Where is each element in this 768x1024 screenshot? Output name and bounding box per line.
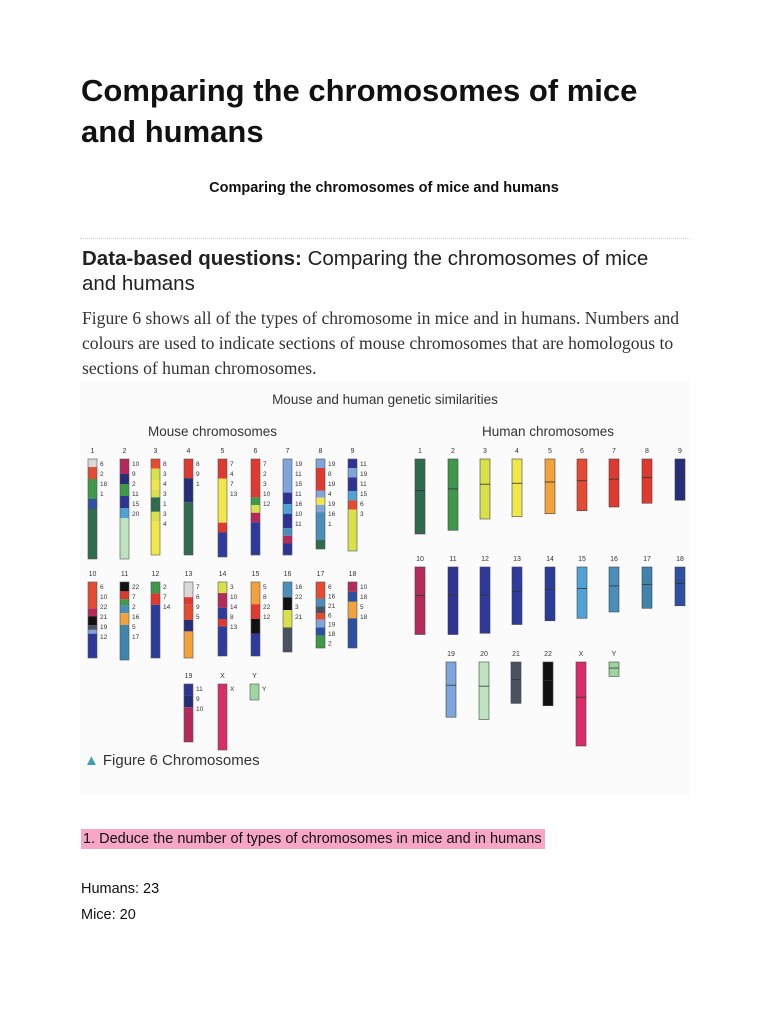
human-chrom-12-number: 12 xyxy=(481,556,489,563)
human-chrom-3-number: 3 xyxy=(483,448,487,455)
mouse-chrom-13-label: 9 xyxy=(196,604,200,611)
mouse-chrom-6-label: 3 xyxy=(263,481,267,488)
mouse-chrom-X-label: X xyxy=(230,686,235,693)
mouse-chrom-5-label: 7 xyxy=(230,481,234,488)
human-chrom-20 xyxy=(479,662,489,720)
mouse-chrom-11-label: 7 xyxy=(132,594,136,601)
mouse-chrom-Y-label: Y xyxy=(262,686,267,693)
human-chrom-17-number: 17 xyxy=(643,556,651,563)
mouse-chrom-11-label: 22 xyxy=(132,584,140,591)
mouse-chrom-1-segment xyxy=(88,459,97,467)
mouse-chrom-9-segment xyxy=(348,459,357,468)
mouse-chrom-11-label: 5 xyxy=(132,624,136,631)
human-chrom-18-number: 18 xyxy=(676,556,684,563)
mouse-chrom-5-segment xyxy=(218,523,227,533)
mouse-chrom-16-segment xyxy=(283,597,292,610)
mouse-chrom-10-label: 21 xyxy=(100,614,108,621)
mouse-chrom-15-segment xyxy=(251,582,260,604)
mouse-chrom-19-segment xyxy=(184,684,193,696)
mouse-chrom-12-label: 7 xyxy=(163,594,167,601)
mouse-chrom-17-segment xyxy=(316,613,325,620)
mouse-chrom-18-segment xyxy=(348,582,357,592)
mouse-chrom-1-label: 18 xyxy=(100,481,108,488)
mouse-chrom-10-label: 10 xyxy=(100,594,108,601)
triangle-icon: ▲ xyxy=(84,752,99,769)
human-chrom-3 xyxy=(480,459,490,519)
mouse-chrom-3-label: 4 xyxy=(163,521,167,528)
mouse-chromosomes-label: Mouse chromosomes xyxy=(148,424,278,439)
mouse-chrom-7-label: 11 xyxy=(295,471,302,478)
mouse-chrom-16-segment xyxy=(283,610,292,628)
mouse-chrom-18-segment xyxy=(348,618,357,648)
mouse-chrom-6-segment xyxy=(251,505,260,513)
mouse-chrom-15-label: 5 xyxy=(263,584,267,591)
mouse-chrom-12-segment xyxy=(151,605,160,658)
mouse-chrom-5-number: 5 xyxy=(220,448,225,455)
human-chrom-7 xyxy=(609,459,619,507)
mouse-chrom-6-number: 6 xyxy=(253,448,258,455)
mouse-chrom-13-segment xyxy=(184,582,193,597)
human-chrom-10 xyxy=(415,567,425,635)
human-chrom-6 xyxy=(577,459,587,511)
mouse-chrom-19-label: 11 xyxy=(196,686,203,693)
mouse-chrom-17-label: 6 xyxy=(328,584,332,591)
mouse-chrom-10-segment xyxy=(88,630,97,634)
mouse-chrom-17-label: 19 xyxy=(328,621,336,629)
human-chrom-9 xyxy=(675,459,685,500)
mouse-chrom-3-label: 3 xyxy=(163,511,167,518)
mouse-chrom-4-number: 4 xyxy=(186,448,191,455)
human-chrom-11-number: 11 xyxy=(449,556,457,563)
mouse-chrom-3-segment xyxy=(151,480,160,490)
mouse-chrom-17-label: 2 xyxy=(328,640,332,648)
mouse-chrom-12-number: 12 xyxy=(151,571,160,578)
mouse-chrom-15-number: 15 xyxy=(251,571,260,578)
mouse-chrom-18-label: 18 xyxy=(360,594,368,601)
mouse-chrom-2-label: 20 xyxy=(132,511,140,518)
mouse-chrom-18-segment xyxy=(348,602,357,619)
chromosome-chart xyxy=(80,238,690,796)
mouse-chrom-13-label: 7 xyxy=(196,584,200,591)
mouse-chrom-4-segment xyxy=(184,502,193,555)
mouse-chrom-9-label: 19 xyxy=(360,471,368,478)
mouse-chrom-10-label: 19 xyxy=(100,624,108,631)
mouse-chrom-5-segment xyxy=(218,533,227,558)
mouse-chrom-9-segment xyxy=(348,491,357,500)
mouse-chrom-15-segment xyxy=(251,619,260,634)
human-chrom-2-number: 2 xyxy=(451,448,455,455)
human-chrom-13-number: 13 xyxy=(513,556,521,563)
human-chrom-14-number: 14 xyxy=(546,556,554,563)
mouse-chrom-4-label: 8 xyxy=(196,461,200,468)
mouse-chrom-8-segment xyxy=(316,468,325,491)
mouse-chrom-3-segment xyxy=(151,469,160,481)
mouse-chrom-2-segment xyxy=(120,459,129,474)
human-chrom-11 xyxy=(448,567,458,635)
mouse-chrom-8-label: 19 xyxy=(328,461,336,468)
figure-heading-rest: Comparing the chromosomes of mice and humans xyxy=(82,247,649,295)
mouse-chrom-19-label: 9 xyxy=(196,696,200,703)
mouse-chrom-12-segment xyxy=(151,582,160,593)
mouse-chrom-8-segment xyxy=(316,512,325,540)
mouse-chrom-15-label: 12 xyxy=(263,614,271,621)
human-chrom-14 xyxy=(545,567,555,621)
human-chrom-7-number: 7 xyxy=(612,448,616,455)
mouse-chrom-14-label: 3 xyxy=(230,584,234,591)
mouse-chrom-2-number: 2 xyxy=(122,448,127,455)
mouse-chrom-13-label: 5 xyxy=(196,614,200,621)
mouse-chrom-12-label: 14 xyxy=(163,604,171,611)
mouse-chrom-6-segment xyxy=(251,497,260,505)
mouse-chrom-7-segment xyxy=(283,504,292,514)
human-chrom-X-number: X xyxy=(578,651,584,658)
mouse-chrom-18-number: 18 xyxy=(348,571,357,578)
mouse-chrom-6-label: 7 xyxy=(263,461,267,468)
mouse-chrom-2-segment xyxy=(120,474,129,484)
mouse-chrom-1-number: 1 xyxy=(90,448,95,455)
human-chrom-19-number: 19 xyxy=(447,651,455,658)
mouse-chrom-8-label: 16 xyxy=(328,511,336,518)
mouse-chrom-18-label: 5 xyxy=(360,604,364,611)
human-chrom-15-number: 15 xyxy=(578,556,586,563)
mouse-chrom-11-number: 11 xyxy=(120,571,129,578)
mouse-chrom-1-label: 2 xyxy=(100,471,104,478)
mouse-chrom-13-segment xyxy=(184,597,193,605)
mouse-chrom-9-label: 6 xyxy=(360,501,364,508)
mouse-chrom-10-segment xyxy=(88,616,97,625)
mouse-chrom-7-label: 11 xyxy=(295,491,302,498)
mouse-chrom-10-number: 10 xyxy=(88,571,97,578)
mouse-chrom-11-segment xyxy=(120,582,129,591)
mouse-chrom-16-segment xyxy=(283,628,292,653)
mouse-chrom-17-segment xyxy=(316,620,325,628)
mouse-chrom-7-label: 16 xyxy=(295,501,303,508)
mouse-chrom-2-segment xyxy=(120,496,129,508)
mouse-chrom-9-label: 11 xyxy=(360,481,367,488)
human-chrom-1-number: 1 xyxy=(418,448,422,455)
mouse-chrom-6-segment xyxy=(251,459,260,497)
mouse-chrom-4-segment xyxy=(184,459,193,478)
mouse-chrom-8-label: 19 xyxy=(328,501,336,508)
mouse-chrom-6-segment xyxy=(251,522,260,555)
mouse-chrom-8-number: 8 xyxy=(318,448,323,455)
mouse-chrom-6-label: 2 xyxy=(263,471,267,478)
mouse-chrom-17-segment xyxy=(316,606,325,613)
mouse-chrom-1-segment xyxy=(88,509,97,559)
mouse-chrom-1-segment xyxy=(88,467,97,479)
mouse-chrom-7-label: 11 xyxy=(295,521,302,528)
mouse-chrom-7-segment xyxy=(283,536,292,544)
mouse-chrom-11-label: 2 xyxy=(132,604,136,611)
mouse-chrom-Y-segment xyxy=(250,684,259,700)
mouse-chrom-2-label: 9 xyxy=(132,471,136,478)
mouse-chrom-2-segment xyxy=(120,508,129,518)
mouse-chrom-3-label: 1 xyxy=(163,501,167,508)
human-chrom-22 xyxy=(543,662,553,706)
mouse-chrom-9-number: 9 xyxy=(350,448,355,455)
mouse-chrom-8-segment xyxy=(316,540,325,549)
mouse-chrom-3-label: 8 xyxy=(163,461,167,468)
mouse-chrom-8-segment xyxy=(316,491,325,498)
mouse-chrom-7-segment xyxy=(283,528,292,536)
mouse-chrom-2-label: 2 xyxy=(132,481,136,488)
chart-title: Mouse and human genetic similarities xyxy=(272,392,498,407)
page-subtitle: Comparing the chromosomes of mice and humans xyxy=(209,180,559,196)
mouse-chrom-Y-number: Y xyxy=(252,673,257,680)
mouse-chrom-8-label: 1 xyxy=(328,521,332,528)
human-chrom-X xyxy=(576,662,586,746)
human-chrom-10-number: 10 xyxy=(416,556,424,563)
mouse-chrom-3-label: 3 xyxy=(163,471,167,478)
mouse-chrom-12-segment xyxy=(151,593,160,604)
mouse-chrom-3-segment xyxy=(151,512,160,522)
mouse-chrom-3-segment xyxy=(151,459,160,469)
mouse-chrom-17-segment xyxy=(316,628,325,636)
human-chrom-9-number: 9 xyxy=(678,448,682,455)
mouse-chrom-15-label: 22 xyxy=(263,604,271,611)
mouse-chrom-5-segment xyxy=(218,459,227,479)
mouse-chrom-2-label: 10 xyxy=(132,461,140,468)
mouse-chrom-16-label: 21 xyxy=(295,614,303,621)
mouse-chrom-17-segment xyxy=(316,599,325,607)
mouse-chrom-1-label: 1 xyxy=(100,491,104,498)
mouse-chrom-7-segment xyxy=(283,459,292,493)
mouse-chrom-2-label: 11 xyxy=(132,491,139,498)
mouse-chrom-14-segment xyxy=(218,619,227,626)
mouse-chrom-1-segment xyxy=(88,479,97,499)
mouse-chrom-17-segment xyxy=(316,635,325,648)
mouse-chrom-8-segment xyxy=(316,459,325,468)
mouse-chrom-13-label: 6 xyxy=(196,594,200,601)
human-chrom-5 xyxy=(545,459,555,514)
human-chromosomes-label: Human chromosomes xyxy=(482,424,615,439)
mouse-chrom-13-segment xyxy=(184,605,193,620)
mouse-chrom-11-label: 17 xyxy=(132,634,140,641)
mouse-chrom-13-segment xyxy=(184,620,193,631)
mouse-chrom-2-segment xyxy=(120,518,129,559)
mouse-chrom-14-segment xyxy=(218,593,227,608)
mouse-chrom-8-label: 19 xyxy=(328,481,336,488)
mouse-chrom-17-number: 17 xyxy=(316,571,325,578)
answer-humans: Humans: 23 xyxy=(81,881,160,897)
mouse-chrom-13-segment xyxy=(184,631,193,658)
human-chrom-19 xyxy=(446,662,456,717)
answer-mice: Mice: 20 xyxy=(81,907,136,923)
mouse-chrom-9-label: 3 xyxy=(360,511,364,518)
mouse-chrom-15-label: 8 xyxy=(263,594,267,601)
question-highlight: 1. Deduce the number of types of chromosomes in mice and in humans xyxy=(81,829,545,849)
mouse-chrom-9-label: 15 xyxy=(360,491,368,498)
mouse-chrom-1-label: 6 xyxy=(100,461,104,468)
human-chrom-21 xyxy=(511,662,521,703)
mouse-chrom-6-label: 10 xyxy=(263,491,271,498)
mouse-chrom-15-segment xyxy=(251,634,260,656)
mouse-chrom-10-label: 22 xyxy=(100,604,108,611)
mouse-chrom-19-segment xyxy=(184,707,193,742)
human-chrom-1 xyxy=(415,459,425,534)
human-chrom-12 xyxy=(480,567,490,633)
human-chrom-8-number: 8 xyxy=(645,448,649,455)
human-chrom-Y-number: Y xyxy=(611,651,617,658)
mouse-chrom-8-label: 4 xyxy=(328,491,332,498)
figure-caption xyxy=(84,752,260,769)
mouse-chrom-14-number: 14 xyxy=(218,571,227,578)
mouse-chrom-14-segment xyxy=(218,626,227,656)
mouse-chrom-7-segment xyxy=(283,514,292,528)
mouse-chrom-10-label: 6 xyxy=(100,584,104,591)
human-chrom-20-number: 20 xyxy=(480,651,488,658)
mouse-chrom-5-label: 7 xyxy=(230,461,234,468)
figure-caption-text: Figure 6 Chromosomes xyxy=(102,752,260,769)
mouse-chrom-17-label: 18 xyxy=(328,631,336,639)
mouse-chrom-18-label: 10 xyxy=(360,584,368,591)
mouse-chrom-3-segment xyxy=(151,497,160,511)
mouse-chrom-2-segment xyxy=(120,484,129,496)
mouse-chrom-11-segment xyxy=(120,591,129,599)
mouse-chrom-10-label: 12 xyxy=(100,634,108,641)
mouse-chrom-14-label: 8 xyxy=(230,614,234,621)
mouse-chrom-4-segment xyxy=(184,478,193,502)
mouse-chrom-11-segment xyxy=(120,605,129,613)
human-chrom-16 xyxy=(609,567,619,612)
mouse-chrom-18-label: 18 xyxy=(360,614,368,621)
mouse-chrom-14-label: 14 xyxy=(230,604,238,611)
mouse-chrom-9-segment xyxy=(348,510,357,551)
mouse-chrom-9-segment xyxy=(348,468,357,477)
mouse-chrom-12-label: 2 xyxy=(163,584,167,591)
mouse-chrom-10-segment xyxy=(88,634,97,658)
mouse-chrom-9-segment xyxy=(348,477,357,491)
mouse-chrom-7-label: 19 xyxy=(295,461,303,468)
human-chrom-21-number: 21 xyxy=(512,651,520,658)
mouse-chrom-7-number: 7 xyxy=(285,448,290,455)
mouse-chrom-16-number: 16 xyxy=(283,571,292,578)
human-chrom-5-number: 5 xyxy=(548,448,552,455)
mouse-chrom-6-segment xyxy=(251,513,260,523)
figure-description: Figure 6 shows all of the types of chromosome in mice and in humans. Numbers and colours are used to indicate sections of mouse chromosomes that are homologous to sections of human chromosomes. xyxy=(82,308,680,378)
figure-heading-bold: Data-based questions: xyxy=(82,247,302,270)
mouse-chrom-9-segment xyxy=(348,500,357,509)
mouse-chrom-3-number: 3 xyxy=(153,448,158,455)
mouse-chrom-1-segment xyxy=(88,499,97,509)
mouse-chrom-15-segment xyxy=(251,604,260,619)
mouse-chrom-16-label: 16 xyxy=(295,584,303,591)
human-chrom-4 xyxy=(512,459,522,517)
mouse-chrom-16-label: 22 xyxy=(295,594,303,601)
mouse-chrom-16-label: 3 xyxy=(295,604,299,611)
mouse-chrom-10-segment xyxy=(88,582,97,609)
human-chrom-16-number: 16 xyxy=(610,556,618,563)
mouse-chrom-X-segment xyxy=(218,684,227,750)
mouse-chrom-7-segment xyxy=(283,493,292,505)
mouse-chrom-3-segment xyxy=(151,490,160,498)
mouse-chrom-3-segment xyxy=(151,521,160,555)
human-chrom-13 xyxy=(512,567,522,625)
mouse-chrom-17-label: 21 xyxy=(328,602,336,610)
mouse-chrom-14-segment xyxy=(218,582,227,593)
human-chrom-22-number: 22 xyxy=(544,651,552,658)
mouse-chrom-10-segment xyxy=(88,625,97,630)
page-title: Comparing the chromosomes of mice and humans xyxy=(81,73,638,149)
mouse-chrom-14-label: 13 xyxy=(230,624,238,631)
mouse-chrom-11-segment xyxy=(120,599,129,605)
mouse-chrom-5-label: 13 xyxy=(230,491,238,498)
mouse-chrom-14-segment xyxy=(218,608,227,619)
mouse-chrom-11-label: 16 xyxy=(132,614,140,621)
human-chrom-2 xyxy=(448,459,458,530)
mouse-chrom-19-number: 19 xyxy=(184,673,193,680)
mouse-chrom-7-segment xyxy=(283,543,292,555)
mouse-chrom-3-label: 4 xyxy=(163,481,167,488)
mouse-chrom-11-segment xyxy=(120,613,129,625)
human-chrom-6-number: 6 xyxy=(580,448,584,455)
human-chrom-18 xyxy=(675,567,685,606)
mouse-chrom-16-segment xyxy=(283,582,292,597)
mouse-chrom-8-segment xyxy=(316,505,325,512)
chromosome-figure xyxy=(80,238,690,796)
mouse-chrom-9-label: 11 xyxy=(360,461,367,468)
mouse-chrom-5-segment xyxy=(218,479,227,523)
mouse-chrom-19-segment xyxy=(184,696,193,708)
mouse-chrom-10-segment xyxy=(88,609,97,617)
mouse-chrom-11-segment xyxy=(120,625,129,660)
mouse-chrom-4-label: 1 xyxy=(196,481,200,488)
mouse-chrom-17-segment xyxy=(316,582,325,599)
mouse-chrom-17-label: 16 xyxy=(328,593,336,601)
mouse-chrom-18-segment xyxy=(348,592,357,602)
mouse-chrom-3-label: 3 xyxy=(163,491,167,498)
mouse-chrom-7-label: 15 xyxy=(295,481,303,488)
mouse-chrom-14-label: 10 xyxy=(230,594,238,601)
mouse-chrom-2-label: 15 xyxy=(132,501,140,508)
mouse-chrom-X-number: X xyxy=(220,673,225,680)
mouse-chrom-19-label: 10 xyxy=(196,706,204,713)
mouse-chrom-6-label: 12 xyxy=(263,501,271,508)
mouse-chrom-5-label: 4 xyxy=(230,471,234,478)
mouse-chrom-17-label: 6 xyxy=(328,612,332,620)
mouse-chrom-7-label: 10 xyxy=(295,511,303,518)
mouse-chrom-8-segment xyxy=(316,498,325,505)
mouse-chrom-4-label: 9 xyxy=(196,471,200,478)
mouse-chrom-8-label: 8 xyxy=(328,471,332,478)
human-chrom-Y xyxy=(609,662,619,676)
human-chrom-4-number: 4 xyxy=(515,448,519,455)
human-chrom-15 xyxy=(577,567,587,618)
human-chrom-17 xyxy=(642,567,652,608)
mouse-chrom-13-number: 13 xyxy=(184,571,193,578)
human-chrom-8 xyxy=(642,459,652,503)
